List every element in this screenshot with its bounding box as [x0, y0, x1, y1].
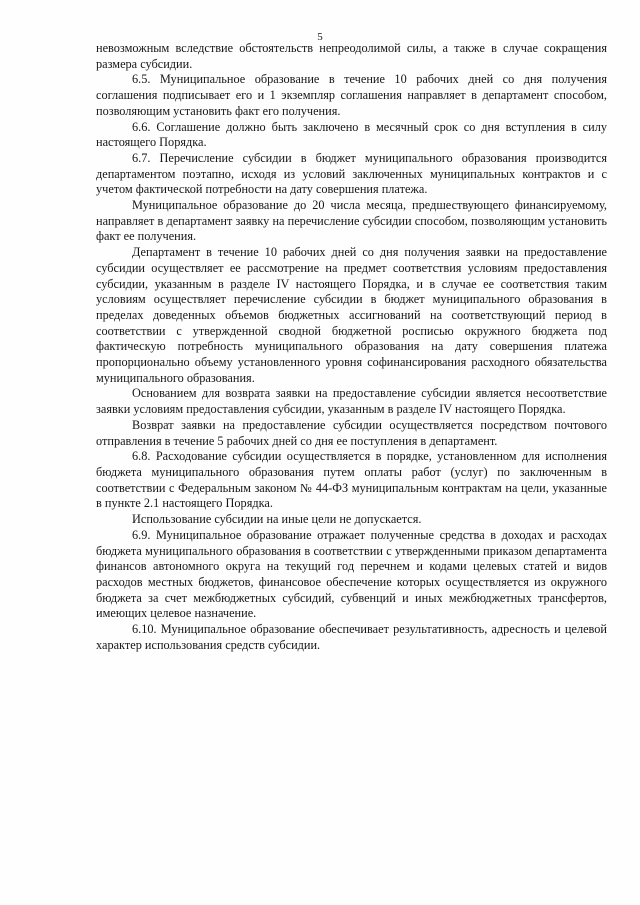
paragraph-other-purposes: Использование субсидии на иные цели не допускается.: [132, 512, 422, 527]
paragraph-6-6: 6.6. Соглашение должно быть заключено в месячный срок со дня вступления в силу настоящего Порядка.: [96, 119, 607, 150]
paragraph-6-8: 6.8. Расходование субсидии осуществляется в порядке, установленном для исполнения бюджета муниципального образования путем оплаты работ (услуг) по заключенным в соответствии с Федеральным законом № 44-ФЗ муниципальным контрактам на цели, указанные в пункте 2.1 настоящего Порядка.: [96, 449, 607, 511]
paragraph-6-7: 6.7. Перечисление субсидии в бюджет муниципального образования производится департаментом поэтапно, исходя из условий заключенных муниципальных контрактов и с учетом фактической потребности на дату совершения платежа.: [96, 150, 607, 197]
paragraph-department-review: Департамент в течение 10 рабочих дней со дня получения заявки на предоставление субсидии осуществляет ее рассмотрение на предмет соответствия условиям предоставления субсидии, указанным в разделе IV настоящего Порядка, и в случае ее соответствия таким условиям осуществляет перечисление субсидии в бюджет муниципального образования в пределах доведенных объемов бюджетных ассигнований на соответствующий период в соответствии с утвержденной сводной бюджетной росписью окружного бюджета под фактическую потребность муниципального образования на дату совершения платежа пропорционально объему установленного уровня софинансирования расходного обязательства муниципального образования.: [96, 245, 607, 385]
document-body: [96, 41, 607, 653]
paragraph-return-procedure: Возврат заявки на предоставление субсидии осуществляется посредством почтового отправления в течение 5 рабочих дней со дня ее поступления в департамент.: [96, 417, 607, 448]
paragraph-6-10: 6.10. Муниципальное образование обеспечивает результативность, адресность и целевой характер использования средств субсидии.: [96, 622, 607, 652]
paragraph-application-deadline: Муниципальное образование до 20 числа месяца, предшествующего финансируемому, направляет в департамент заявку на перечисление субсидии способом, позволяющим установить факт ее получения.: [96, 198, 607, 244]
paragraph-6-5: 6.5. Муниципальное образование в течение 10 рабочих дней со дня получения соглашения подписывает его и 1 экземпляр соглашения направляет в департамент способом, позволяющим установить факт его получения.: [96, 72, 607, 118]
paragraph-6-9: 6.9. Муниципальное образование отражает полученные средства в доходах и расходах бюджета муниципального образования в соответствии с утвержденными приказом департамента финансов автономного округа на текущий год перечнем и кодами целевых статей и видов расходов местных бюджетов, финансовое обеспечение которых осуществляется из окружного бюджета за счет межбюджетных субсидий, субвенций и иных межбюджетных трансфертов, имеющих целевое назначение.: [96, 527, 607, 621]
paragraph-continuation: невозможным вследствие обстоятельств непреодолимой силы, а также в случае сокращения размера субсидии.: [96, 41, 607, 71]
page-number: 5: [317, 31, 323, 43]
paragraph-return-grounds: Основанием для возврата заявки на предоставление субсидии является несоответствие заявки условиям предоставления субсидии, указанным в разделе IV настоящего Порядка.: [96, 386, 607, 417]
